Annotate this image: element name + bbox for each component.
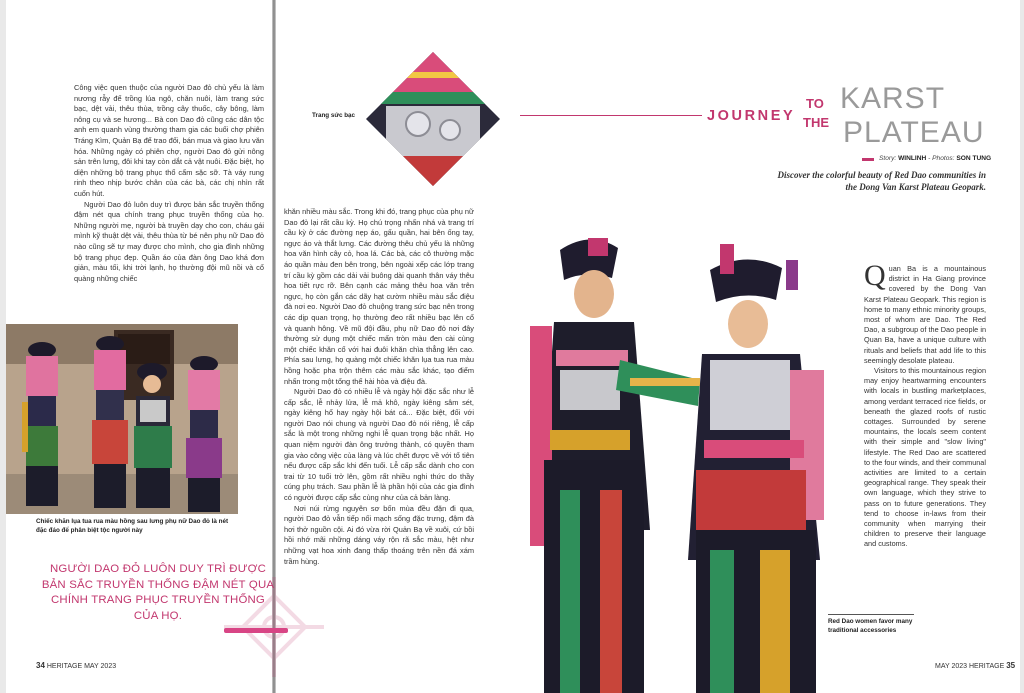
pull-quote-accent-bar [224,628,288,633]
byline [879,155,991,162]
article-column-en [864,259,986,550]
title-journey: JOURNEY [707,108,796,124]
paragraph: Visitors to this mountainous region may enjoy heartwarming encounters with locals in bustling marketplaces, among verdant terraced rice fields, or beneath the glazed roofs of rustic cottages. Surrounded by serene mountains, the locals seem content with their simple and "slow living" lifestyle. The Red Dao are scattered to the four winds, and their communal activities are limited to a certain geographical range. They speak their own language, which they strive to pass on to future generations. They tend to choose in-laws from their community when marrying their children to preserve their language and customs. [864,366,986,549]
page-number: 35 [1006,661,1016,670]
folio-right [935,661,1015,670]
paragraph: Nơi núi rừng nguyên sơ bốn mùa đều đặn đi qua, người Dao đỏ vẫn tiếp nối mạch sống đặc trưng, đậm đà hơi thở nguồn cội. Ai đó vừa rời Quản Bạ về xuôi, cứ bồi hồi nhớ mãi những dáng váy rộn rã sắc màu, hệt như những vạt hoa xinh đang thấp thoáng trên nền đá xám trầm hùng. [284,503,474,566]
title-to: TO [806,96,824,111]
article-column-vi-1 [74,83,264,284]
caption-rule [828,614,914,615]
standfirst: Discover the colorful beauty of Red Dao communities in the Dong Van Karst Plateau Geopark. [777,170,986,192]
diamond-photo-caption: Trang sức bạc [312,112,356,119]
author-name: WINLINH [898,155,927,162]
paragraph: Người Dao đỏ có nhiều lễ và ngày hội đặc sắc như lễ cấp sắc, lễ nhảy lửa, lễ mả khô, ngày kiêng sâm sét, ngày kiêng hổ hay ngày hội bát cá... Đặc biệt, đối với người Dao nói chung và người Dao đỏ nói riêng, lễ cấp sắc là một trong những nghi lễ quan trọng bậc nhất. Họ quan niệm người đàn ông trưởng thành, có quyền tham gia vào công việc của làng và lúc chết được về với tổ tiên nếu được cấp sắc khi đến tuổi. Lễ cấp sắc dành cho con trai từ 10 tuổi trở lên, gồm rất nhiều nghi thức do thầy cúng phụ trách. Sau phần lễ là phần hội của các gia đình có người được cấp sắc cùng như của cả bản làng. [284,387,474,503]
article-column-vi-2 [284,207,474,567]
folio-label: MAY 2023 HERITAGE [935,663,1005,670]
title-karst: KARST [840,82,946,115]
paragraph: uan Ba is a mountainous district in Ha Giang province covered by the Dong Van Karst Plateau Geopark. This region is home to many ethnic minority groups, most of whom are Dao. The Red Dao, a subgroup of the Dao people in Quan Ba, have a unique culture with rituals and beliefs that add life to this seemingly desolate plateau. [864,264,986,365]
paragraph: khăn nhiều màu sắc. Trong khi đó, trang phục của phụ nữ Dao đỏ lại rất cầu kỳ. Họ chú trọng nhấn nhá và trang trí cầu kỳ ở các đường nẹp áo, gấu quần, hai bên ống tay, ngực áo và thắt lưng. Các đường thêu chủ yếu là những hoa văn hình cây cỏ, hoa lá. Các bà, các cô thường mặc áo quần màu đen bên trong, bên ngoài xếp các lớp trang trí cầu kỳ gồm các dải vải buông dài quanh thân váy thêu hoa tiết rực rỡ. Bên cạnh các mảng thêu hoa văn trên ngực, họ còn gắn các dãy hạt cườm nhiều màu sắc điệu đà nơi eo. Người Dao đỏ chuộng trang sức bạc nên trong các dịp quan trọng, họ thường đeo rất nhiều bạc lên cổ và quanh hông. Về mũ đội đầu, phụ nữ Dao đỏ nơi đây thường sử dụng một chiếc mấn tròn màu đen cài cùng một chiếc khăn cổ với hai đuôi khăn chìa thẳng lên cao. Phía sau lưng, họ quàng một chiếc khăn lụa tua rua màu hồng hoặc pha trộn thêm các màu sắc khác, tạo điểm nhấn trong một tổng thể hài hòa và điệu đà. [284,207,474,386]
title-rule [520,115,702,116]
paragraph: Công việc quen thuộc của người Dao đỏ chủ yếu là làm nương rẫy để trồng lúa ngô, chăn nuôi, làm trang sức bạc, dệt vải, thêu thùa, trồng cây thuốc, cây bông, làm nông cụ và se hương... Bà con Dao đỏ cũng các dân tộc anh em quanh vùng thường tham gia các buổi chợ phiên Tráng Kìm, Quản Bạ để trao đổi, bán mua và giao lưu văn hóa. Những ngày có phiên chợ, người Dao đỏ gửi nông sản trên lưng, đôi khi tay còn dắt cả vật nuôi. Đặc biệt, họ diện những bộ trang phục thổ cẩm sặc sỡ. Tà váy rung rinh theo nhịp bước chân của các bà, các chị nhìn rất cuốn hút. [74,83,264,198]
photo-caption-vi: Chiếc khăn lụa tua rua màu hồng sau lưng phụ nữ Dao đỏ là nét đặc đáo để phân biệt tộc người này [36,518,229,534]
byline-accent-bar [862,158,874,161]
photographer-name: SON TUNG [956,155,992,162]
folio-left [36,661,116,670]
photos-label: - Photos: [928,155,955,162]
folio-label: HERITAGE MAY 2023 [46,663,117,670]
title-plateau: PLATEAU [843,116,985,149]
photo-caption-en: Red Dao women favor many traditional accessories [828,618,913,634]
title-the: THE [803,115,829,130]
photo-two-red-dao-women [520,230,840,693]
photo-silver-jewelry-diamond [366,52,500,186]
page-number: 34 [36,661,45,670]
pull-quote: NGƯỜI DAO ĐỎ LUÔN DUY TRÌ ĐƯỢC BẢN SẮC TRUYỀN THỐNG ĐẬM NÉT QUA CHÍNH TRANG PHỤC TRUYỀN THỐNG CỦA HỌ. [41,563,275,622]
story-label: Story: [879,155,897,162]
paragraph: Người Dao đỏ luôn duy trì được bản sắc truyền thống đậm nét qua chính trang phục truyền thống của họ. Những người mẹ, người bà truyền dạy cho con, cháu gái mình kỹ thuật dệt vải, thêu thùa từ bé nên phụ nữ Dao đỏ nào cũng sẽ tự may được cho mình, cho gia đình những bộ trang phục đẹp. Quần áo của đàn ông Dao khá đơn giản, màu tối, khi trời lạnh, họ thường đội mũ nồi và cổ quàng những chiếc [74,199,264,283]
photo-red-dao-group-back-view [6,324,238,514]
dropcap: Q [864,259,886,292]
